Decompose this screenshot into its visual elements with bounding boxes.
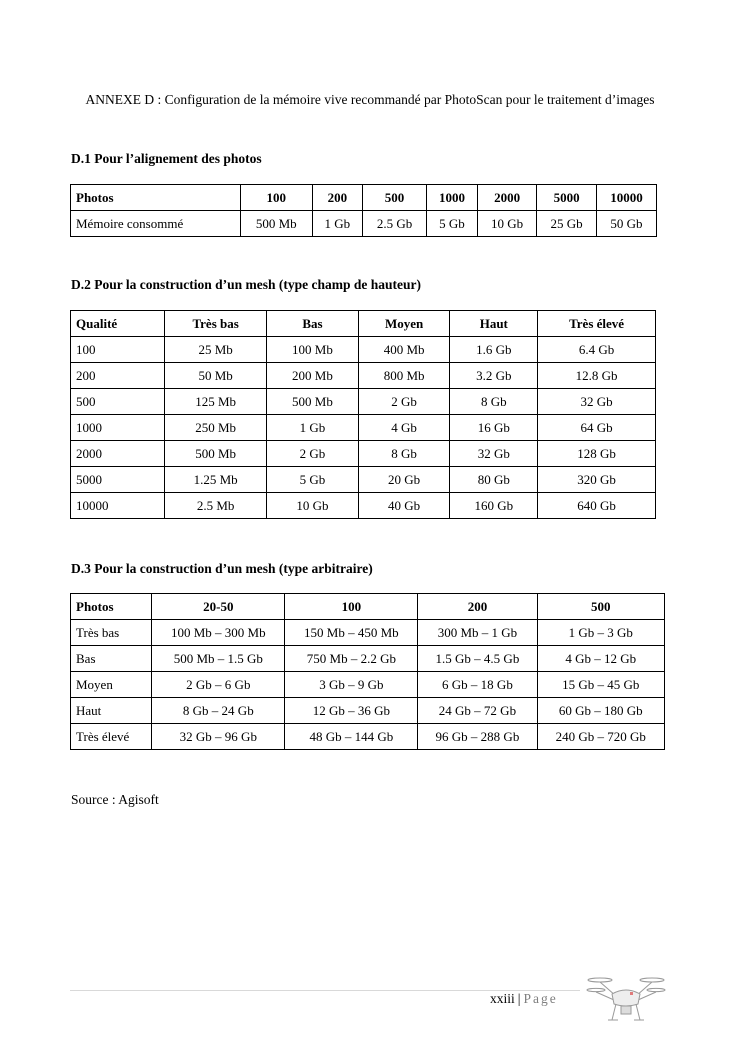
- table-cell: 8 Gb: [450, 389, 538, 415]
- column-header: Très élevé: [538, 311, 656, 337]
- table-row: [71, 620, 665, 646]
- table-row: [71, 363, 656, 389]
- table-header-row: [71, 185, 657, 211]
- column-header: Qualité: [71, 311, 165, 337]
- column-header: Haut: [450, 311, 538, 337]
- table-cell: 2000: [71, 441, 165, 467]
- table-row: [71, 389, 656, 415]
- column-header: 20-50: [152, 594, 285, 620]
- table-cell: 500: [71, 389, 165, 415]
- table-cell: 40 Gb: [358, 493, 450, 519]
- table-header-row: [71, 311, 656, 337]
- table-cell: 50 Gb: [596, 211, 656, 237]
- table-cell: Très bas: [71, 620, 152, 646]
- table-cell: 6 Gb – 18 Gb: [418, 672, 537, 698]
- page-number: xxiii: [490, 991, 515, 1006]
- table-cell: 10 Gb: [477, 211, 537, 237]
- footer-page-number: [490, 991, 558, 1007]
- table-cell: 500 Mb: [240, 211, 312, 237]
- table-cell: 4 Gb – 12 Gb: [537, 646, 665, 672]
- table-cell: 2.5 Gb: [362, 211, 426, 237]
- column-header: 2000: [477, 185, 537, 211]
- drone-icon: [586, 970, 666, 1025]
- table-cell: 128 Gb: [538, 441, 656, 467]
- table-cell: 1.25 Mb: [165, 467, 267, 493]
- column-header: 500: [537, 594, 665, 620]
- section-heading-d1: D.1 Pour l’alignement des photos: [71, 151, 262, 166]
- column-header: 10000: [596, 185, 656, 211]
- table-cell: 3 Gb – 9 Gb: [285, 672, 418, 698]
- table-d1: [70, 184, 657, 237]
- table-cell: Mémoire consommé: [71, 211, 241, 237]
- table-row: [71, 672, 665, 698]
- table-cell: 1.5 Gb – 4.5 Gb: [418, 646, 537, 672]
- table-row: [71, 493, 656, 519]
- table-cell: 300 Mb – 1 Gb: [418, 620, 537, 646]
- column-header: Photos: [71, 185, 241, 211]
- table-cell: 25 Gb: [537, 211, 597, 237]
- table-cell: Bas: [71, 646, 152, 672]
- page-label: Page: [523, 991, 558, 1006]
- table-cell: 32 Gb: [450, 441, 538, 467]
- column-header: 5000: [537, 185, 597, 211]
- table-cell: 1 Gb – 3 Gb: [537, 620, 665, 646]
- table-cell: 2 Gb: [358, 389, 450, 415]
- table-cell: 500 Mb – 1.5 Gb: [152, 646, 285, 672]
- table-cell: 640 Gb: [538, 493, 656, 519]
- table-row: [71, 211, 657, 237]
- table-cell: 64 Gb: [538, 415, 656, 441]
- column-header: 100: [240, 185, 312, 211]
- table-cell: 15 Gb – 45 Gb: [537, 672, 665, 698]
- table-cell: 80 Gb: [450, 467, 538, 493]
- table-cell: 160 Gb: [450, 493, 538, 519]
- column-header: 1000: [427, 185, 478, 211]
- table-cell: 200: [71, 363, 165, 389]
- table-cell: 2.5 Mb: [165, 493, 267, 519]
- table-cell: Très élevé: [71, 724, 152, 750]
- table-cell: 1.6 Gb: [450, 337, 538, 363]
- table-cell: 60 Gb – 180 Gb: [537, 698, 665, 724]
- table-cell: 16 Gb: [450, 415, 538, 441]
- table-cell: 5 Gb: [427, 211, 478, 237]
- table-cell: Haut: [71, 698, 152, 724]
- column-header: 500: [362, 185, 426, 211]
- table-d3: [70, 593, 665, 750]
- table-cell: 8 Gb: [358, 441, 450, 467]
- table-cell: 320 Gb: [538, 467, 656, 493]
- section-heading-d2: D.2 Pour la construction d’un mesh (type champ de hauteur): [71, 277, 422, 292]
- table-cell: 32 Gb – 96 Gb: [152, 724, 285, 750]
- table-cell: 125 Mb: [165, 389, 267, 415]
- table-cell: 6.4 Gb: [538, 337, 656, 363]
- table-cell: 500 Mb: [267, 389, 359, 415]
- column-header: 100: [285, 594, 418, 620]
- table-cell: 100 Mb – 300 Mb: [152, 620, 285, 646]
- table-cell: 100: [71, 337, 165, 363]
- table-cell: 96 Gb – 288 Gb: [418, 724, 537, 750]
- table-cell: 48 Gb – 144 Gb: [285, 724, 418, 750]
- table-cell: Moyen: [71, 672, 152, 698]
- table-cell: 32 Gb: [538, 389, 656, 415]
- table-row: [71, 467, 656, 493]
- table-cell: 10000: [71, 493, 165, 519]
- table-cell: 150 Mb – 450 Mb: [285, 620, 418, 646]
- table-cell: 1 Gb: [267, 415, 359, 441]
- column-header: 200: [312, 185, 362, 211]
- table-cell: 750 Mb – 2.2 Gb: [285, 646, 418, 672]
- table-cell: 5000: [71, 467, 165, 493]
- column-header: Moyen: [358, 311, 450, 337]
- table-cell: 200 Mb: [267, 363, 359, 389]
- table-row: [71, 698, 665, 724]
- table-cell: 50 Mb: [165, 363, 267, 389]
- table-row: [71, 337, 656, 363]
- table-cell: 100 Mb: [267, 337, 359, 363]
- table-cell: 12.8 Gb: [538, 363, 656, 389]
- table-cell: 2 Gb: [267, 441, 359, 467]
- table-cell: 1 Gb: [312, 211, 362, 237]
- column-header: Très bas: [165, 311, 267, 337]
- table-cell: 2 Gb – 6 Gb: [152, 672, 285, 698]
- table-cell: 400 Mb: [358, 337, 450, 363]
- table-row: [71, 415, 656, 441]
- table-cell: 240 Gb – 720 Gb: [537, 724, 665, 750]
- column-header: 200: [418, 594, 537, 620]
- page-separator: |: [517, 991, 521, 1006]
- column-header: Bas: [267, 311, 359, 337]
- table-cell: 500 Mb: [165, 441, 267, 467]
- section-heading-d3: D.3 Pour la construction d’un mesh (type arbitraire): [71, 561, 373, 576]
- table-cell: 3.2 Gb: [450, 363, 538, 389]
- table-cell: 25 Mb: [165, 337, 267, 363]
- table-cell: 24 Gb – 72 Gb: [418, 698, 537, 724]
- table-cell: 20 Gb: [358, 467, 450, 493]
- table-cell: 1000: [71, 415, 165, 441]
- table-row: [71, 646, 665, 672]
- table-cell: 12 Gb – 36 Gb: [285, 698, 418, 724]
- table-cell: 5 Gb: [267, 467, 359, 493]
- table-header-row: [71, 594, 665, 620]
- table-row: [71, 441, 656, 467]
- table-cell: 250 Mb: [165, 415, 267, 441]
- source-note: Source : Agisoft: [71, 792, 159, 807]
- table-cell: 800 Mb: [358, 363, 450, 389]
- table-d2: [70, 310, 656, 519]
- page-title: ANNEXE D : Configuration de la mémoire vive recommandé par PhotoScan pour le traitement d’images: [85, 92, 655, 107]
- table-cell: 8 Gb – 24 Gb: [152, 698, 285, 724]
- table-cell: 10 Gb: [267, 493, 359, 519]
- column-header: Photos: [71, 594, 152, 620]
- table-cell: 4 Gb: [358, 415, 450, 441]
- table-row: [71, 724, 665, 750]
